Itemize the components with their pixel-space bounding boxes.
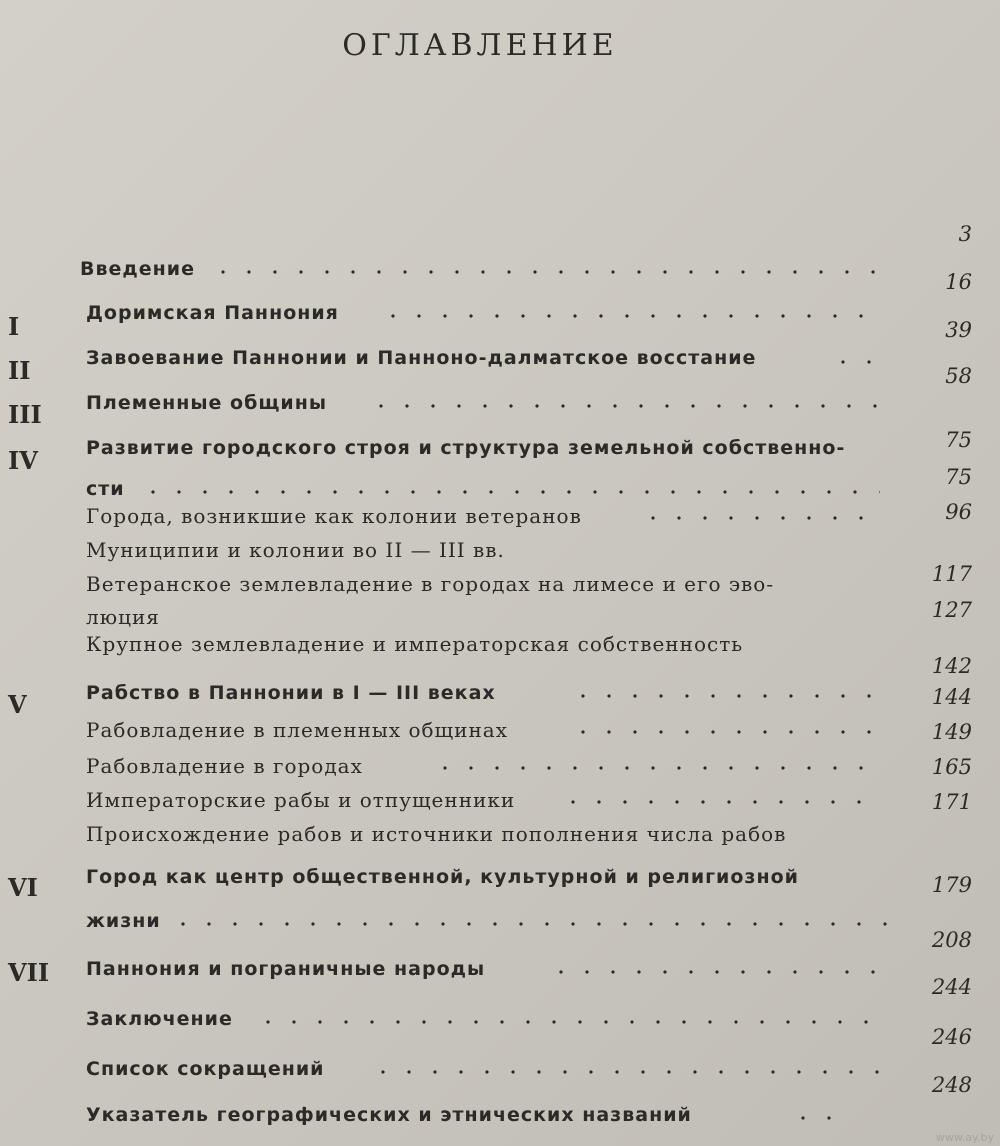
leader-dots [548,970,888,974]
chapter-numeral: V [8,690,27,719]
toc-entry-chapter-4-line-2: сти [86,478,125,500]
page-number: 244 [931,975,972,999]
toc-entry-chapter-7: Паннония и пограничные народы [86,958,486,980]
leader-dots [380,314,880,318]
leader-dots [560,800,880,804]
page-number: 149 [931,720,972,744]
page-number: 75 [945,465,972,489]
toc-entry-chapter-1: Доримская Паннония [86,302,339,324]
watermark: www.ay.by [935,1131,994,1144]
leader-dots [170,922,890,926]
page-number: 142 [931,654,972,678]
page-title: ОГЛАВЛЕНИЕ [342,28,618,63]
chapter-numeral: VII [8,958,50,987]
leader-dots [368,404,880,408]
page-number: 171 [931,790,972,814]
chapter-numeral: VI [8,873,38,902]
toc-entry-introduction: Введение [80,258,195,280]
toc-entry-abbreviations: Список сокращений [86,1058,325,1080]
page-number: 96 [945,500,972,524]
page-number: 127 [931,598,972,622]
toc-entry-chapter-2: Завоевание Паннонии и Панноно-далматское восстание [86,347,757,369]
page-number: 165 [931,755,972,779]
leader-dots [255,1020,890,1024]
page-number: 3 [958,222,972,246]
chapter-numeral: III [8,400,42,429]
leader-dots [790,1116,850,1120]
page-number: 39 [945,318,972,342]
leader-dots [830,360,882,364]
chapter-numeral: II [8,356,31,385]
leader-dots [370,1070,890,1074]
page-number: 248 [931,1073,972,1097]
toc-entry-section-line-1: Ветеранское землевладение в городах на лимесе и его эво- [86,572,775,596]
chapter-numeral: I [8,312,20,341]
toc-entry-chapter-5: Рабство в Паннонии в I — III веках [86,682,496,704]
leader-dots [432,766,880,770]
toc-entry-chapter-4-line-1: Развитие городского строя и структура земельной собственно- [86,437,846,459]
page-number: 75 [945,428,972,452]
page-number: 144 [931,685,972,709]
leader-dots [140,490,880,494]
toc-entry-section: Муниципии и колонии во II — III вв. [86,538,505,562]
toc-entry-section: Города, возникшие как колонии ветеранов [86,504,582,528]
toc-entry-chapter-6-line-2: жизни [86,910,161,932]
toc-entry-conclusion: Заключение [86,1008,233,1030]
toc-entry-index: Указатель географических и этнических названий [86,1104,692,1126]
toc-entry-section: Императорские рабы и отпущенники [86,788,516,812]
toc-entry-chapter-3: Племенные общины [86,392,328,414]
page-number: 117 [931,562,972,586]
leader-dots [570,730,880,734]
toc-entry-chapter-6-line-1: Город как центр общественной, культурной и религиозной [86,866,799,888]
leader-dots [570,694,880,698]
chapter-numeral: IV [8,446,38,475]
leader-dots [210,270,890,274]
page-number: 179 [931,873,972,897]
page-number: 208 [931,928,972,952]
toc-entry-section: Рабовладение в городах [86,754,363,778]
leader-dots [640,516,880,520]
page-number: 246 [931,1025,972,1049]
page-number: 16 [945,270,972,294]
toc-entry-section: Происхождение рабов и источники пополнения числа рабов [86,822,787,846]
toc-entry-section: Рабовладение в племенных общинах [86,718,508,742]
page-number: 58 [945,364,972,388]
toc-entry-section: Крупное землевладение и императорская собственность [86,632,744,656]
toc-entry-section-line-2: люция [86,605,160,629]
